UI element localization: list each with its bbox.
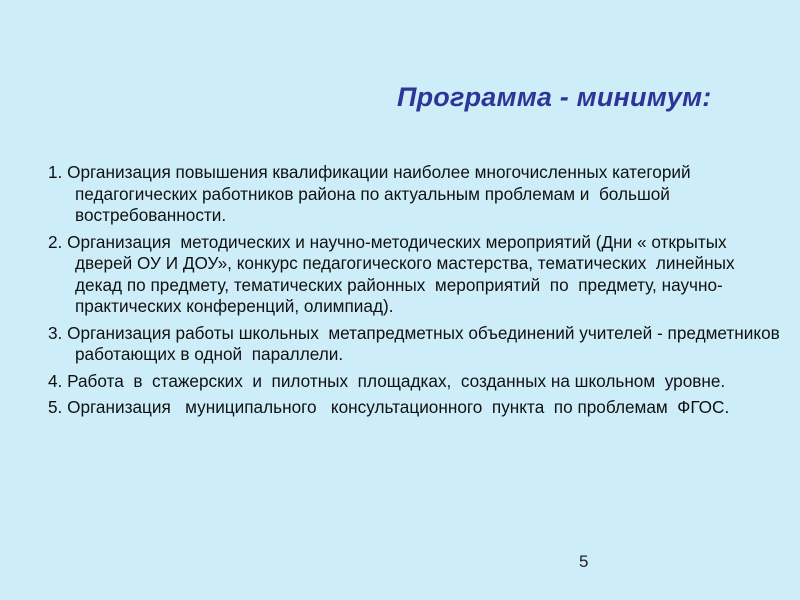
program-item-1: 1. Организация повышения квалификации наиболее многочисленных категорий педагогических работников района по актуальным проблемам и большой востребованности. xyxy=(48,162,696,225)
program-item-5: 5. Организация муниципального консультационного пункта по проблемам ФГОС. xyxy=(48,397,730,417)
program-item-2: 2. Организация методических и научно-методических мероприятий (Дни « открытых дверей ОУ И ДОУ», конкурс педагогического мастерства, тематических линейных декад по предмету, тематических районных мероприятий по предмету, научно-практических конференций, олимпиад). xyxy=(48,231,745,316)
program-item-3: 3. Организация работы школьных метапредметных объединений учителей - предметников работающих в одной параллели. xyxy=(48,322,785,364)
program-item-4: 4. Работа в стажерских и пилотных площадках, созданных на школьном уровне. xyxy=(48,370,726,391)
slide-title: Программа - минимум: xyxy=(397,82,712,112)
page-number: 5 xyxy=(579,552,589,571)
program-list xyxy=(48,162,788,424)
